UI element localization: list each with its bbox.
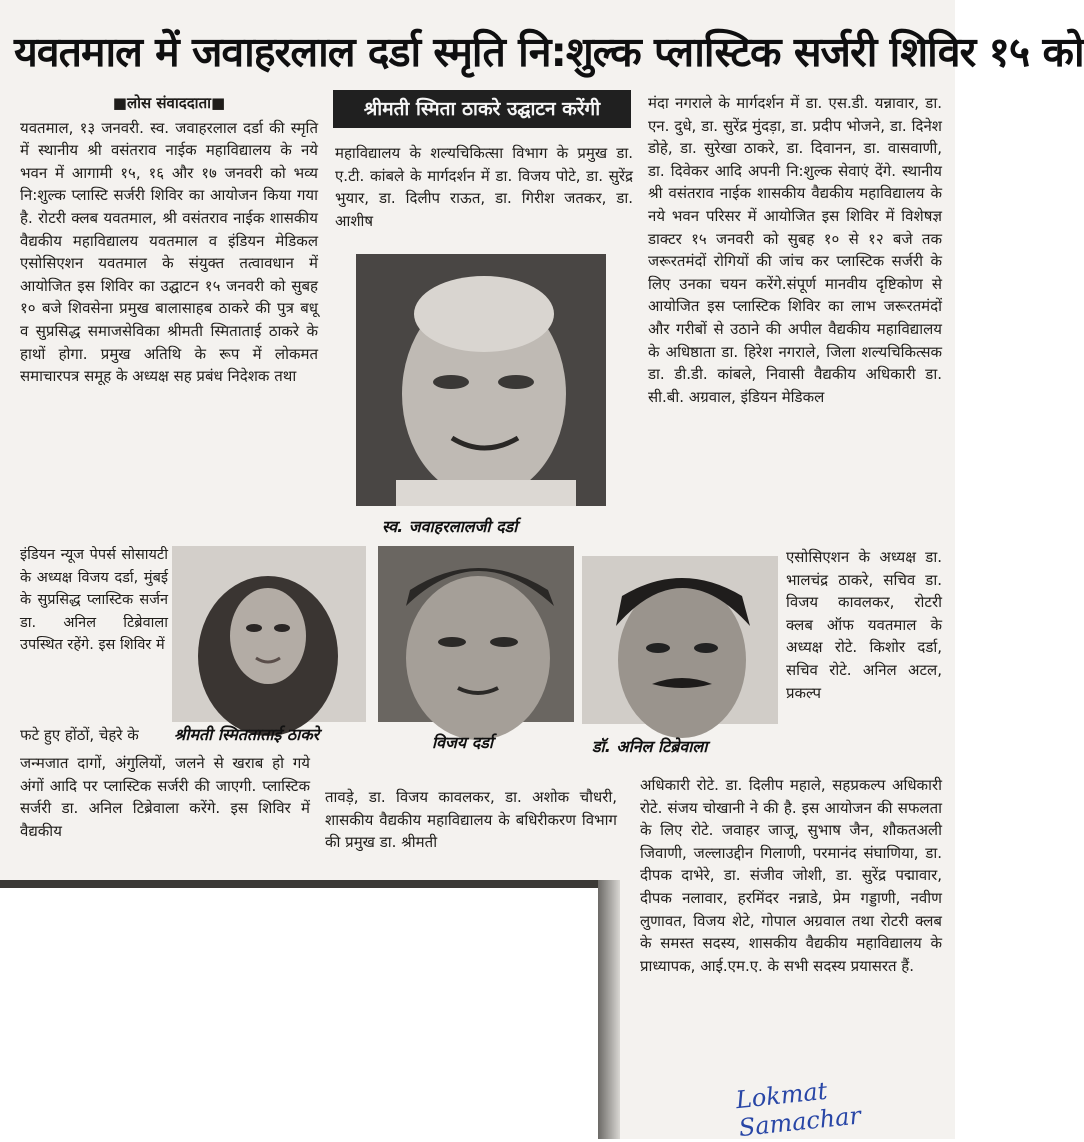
column-1-cont — [20, 724, 178, 747]
cut-edge-shadow — [0, 880, 615, 888]
subheadline: श्रीमती स्मिता ठाकरे उद्घाटन करेंगी — [333, 90, 631, 128]
column-1-bottom — [20, 752, 310, 842]
portrait-anil-image — [582, 556, 778, 724]
portrait-main-image — [356, 254, 606, 506]
portrait-smita-image — [172, 546, 366, 722]
column-1-wrap — [20, 544, 168, 657]
column-3-top — [648, 92, 942, 408]
handwritten-note: Lokmat Samachar — [734, 1076, 863, 1142]
portrait-vijay-image — [378, 546, 574, 722]
caption-main: स्व. जवाहरलालजी दर्डा — [382, 517, 518, 536]
caption-vijay: विजय दर्डा — [432, 733, 493, 752]
column-3-wrap — [786, 546, 942, 704]
column-3-wrap-text: एसोसिएशन के अध्यक्ष डा. भालचंद्र ठाकरे, सचिव डा. विजय कावलकर, रोटरी क्लब ऑफ यवतमाल के अध्यक्ष रोटे. किशोर दर्डा, सचिव रोटे. अनिल अटल, प्रकल्प — [786, 548, 942, 702]
photo-anil-tibrewala — [582, 556, 778, 724]
byline: ■लोस संवाददाता■ — [112, 94, 226, 112]
caption-anil: डॉ. अनिल टिब्रेवाला — [592, 737, 708, 756]
column-2-bottom-text: तावड़े, डा. विजय कावलकर, डा. अशोक चौधरी, शासकीय वैद्यकीय महाविद्यालय के बधिरीकरण विभाग की प्रमुख डा. श्रीमती — [325, 788, 617, 852]
column-1-bottom-text: जन्मजात दागों, अंगुलियों, जलने से खराब हो गये अंगों आदि पर प्लास्टिक सर्जरी की जाएगी. प्लास्टिक सर्जरी डा. अनिल टिब्रेवाला करेंगे. इस शिविर में वैद्यकीय — [20, 754, 310, 840]
column-1-wrap-text: इंडियन न्यूज पेपर्स सोसायटी के अध्यक्ष विजय दर्डा, मुंबई के सुप्रसिद्ध प्लास्टिक सर्जन डा. अनिल टिब्रेवाला उपस्थित रहेंगे. इस शिविर में — [20, 547, 168, 654]
caption-smita: श्रीमती स्मितताताई ठाकरे — [174, 725, 320, 744]
column-3-text: मंदा नगराले के मार्गदर्शन में डा. एस.डी. यन्नावार, डा. एन. दुधे, डा. सुरेंद्र मुंदड़ा, डा. प्रदीप भोजने, डा. दिनेश डोहे, डा. सुरेखा ठाकरे, डा. दिवानन, डा. वासवाणी, डा. दिवेकर आदि अपनी नि:शुल्क सेवाएं देंगे. स्थानीय श्री वसंतराव नाईक शासकीय वैद्यकीय महाविद्यालय के नये भवन परिसर में आयोजित इस शिविर में विशेषज्ञ डाक्टर १५ जनवरी को सुबह १० से १२ बजे तक जरूरतमंदों रोगियों की जांच कर प्लास्टिक सर्जरी के लिए उनका चयन करेंगे.संपूर्ण मानवीय दृष्टिकोण से आयोजित इस प्लास्टिक शिविर का लाभ जरूरतमंदों और गरीबों से उठाने की अपील वैद्यकीय महाविद्यालय के अधिष्ठाता डा. हिरेश नगराले, जिला शल्यचिकित्सक डा. डी.डी. कांबले, निवासी वैद्यकीय अधिकारी डा. सी.बी. अग्रवाल, इंडियन मेडिकल — [648, 94, 942, 406]
headline: यवतमाल में जवाहरलाल दर्डा स्मृति नि:शुल्क प्लास्टिक सर्जरी शिविर १५ को — [14, 28, 1084, 76]
column-3-bottom-text: अधिकारी रोटे. डा. दिलीप महाले, सहप्रकल्प अधिकारी रोटे. संजय चोखानी ने की है. इस आयोजन की सफलता के लिए रोटे. जवाहर जाजू, सुभाष जैन, शौकतअली जिवाणी, जल्लाउद्दीन गिलाणी, परमानंद संघाणिया, डा. दीपक दाभेरे, डा. संजीव जोशी, डा. सुरेंद्र पद्मावार, दीपक नलावार, हरमिंदर नन्नाडे, प्रेम गड्डाणी, नवीण लुणावत, विजय शेटे, गोपाल अग्रवाल तथा रोटरी क्लब के समस्त सदस्य, शासकीय वैद्यकीय महाविद्यालय के प्राध्यापक, आई.एम.ए. के सभी सदस्य प्रयासरत हैं. — [640, 776, 942, 975]
column-2-top — [335, 142, 633, 232]
column-2-text: महाविद्यालय के शल्यचिकित्सा विभाग के प्रमुख डा. ए.टी. कांबले के मार्गदर्शन में डा. विजय पोटे, डा. सुरेंद्र भुयार, डा. दिलीप राऊत, डा. गिरीश जतकर, डा. आशीष — [335, 144, 633, 230]
photo-vijay-darda — [378, 546, 574, 722]
cut-edge-shadow-side — [598, 880, 620, 1139]
column-1-text: यवतमाल, १३ जनवरी. स्व. जवाहरलाल दर्डा की स्मृति में स्थानीय श्री वसंतराव नाईक महाविद्यालय के नये भवन में आगामी १५, १६ और १७ जनवरी को भव्य नि:शुल्क प्लास्टि सर्जरी शिविर का आयोजन किया गया है. रोटरी क्लब यवतमाल, श्री वसंतराव नाईक शासकीय वैद्यकीय महाविद्यालय यवतमाल व इंडियन मेडिकल एसोसिएशन यवतमाल के संयुक्त तत्वावधान में आयोजित इस शिविर का उद्घाटन १५ जनवरी को सुबह १० बजे शिवसेना प्रमुख बालासाहब ठाकरे की पुत्र बधू व सुप्रसिद्ध समाजसेविका श्रीमती स्मिताताई ठाकरे के हाथों होगा. प्रमुख अतिथि के रूप में लोकमत समाचारपत्र समूह के अध्यक्ष सह प्रबंध निदेशक तथा — [20, 118, 318, 386]
photo-smita-thackeray — [172, 546, 366, 722]
photo-jawaharlal-darda — [356, 254, 606, 506]
column-2-bottom — [325, 786, 617, 854]
column-1-top — [20, 92, 318, 388]
column-3-bottom — [640, 774, 942, 977]
column-1-cont-text: फटे हुए होंठों, चेहरे के — [20, 726, 139, 744]
